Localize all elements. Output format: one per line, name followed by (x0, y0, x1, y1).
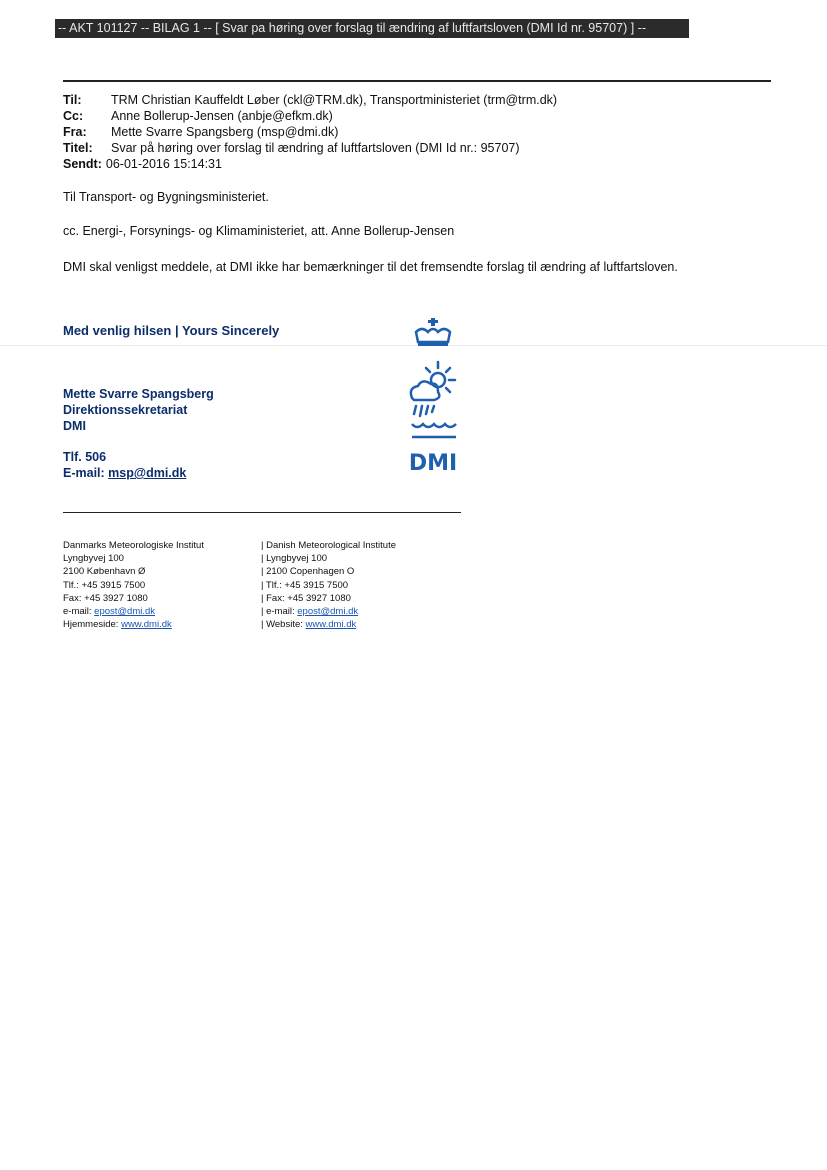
email-link[interactable]: msp@dmi.dk (108, 466, 187, 480)
header-sent (63, 156, 557, 172)
header-to (63, 92, 557, 108)
footer-da-street: Lyngbyvej 100 (63, 553, 124, 565)
footer-en-email-link[interactable]: epost@dmi.dk (297, 606, 359, 618)
document-banner: -- AKT 101127 -- BILAG 1 -- [ Svar pa høring over forslag til ændring af luftfartsloven (DMI Id nr. 95707) ] -- (55, 19, 689, 38)
sent-value: 06-01-2016 15:14:31 (105, 157, 222, 171)
footer-en-web-link[interactable]: www.dmi.dk (305, 619, 357, 631)
title-label: Titel: (63, 141, 93, 155)
footer-da-name: Danmarks Meteorologiske Institut (63, 540, 204, 551)
to-label: Til: (63, 93, 82, 107)
footer-en-city: | 2100 Copenhagen O (261, 566, 355, 578)
contact-block (63, 449, 186, 481)
footer-da-phone: Tlf.: +45 3915 7500 (63, 579, 146, 591)
signature-email (63, 465, 186, 481)
crown-icon (416, 318, 450, 346)
cc-label: Cc: (63, 109, 84, 123)
header-divider (63, 80, 771, 82)
footer-da-city: 2100 København Ø (63, 566, 146, 578)
cc-line: cc. Energi-, Forsynings- og Klimaministeriet, att. Anne Bollerup-Jensen (63, 224, 455, 238)
signature-department: Direktionssekretariat (63, 403, 188, 417)
footer-da-web-label: Hjemmeside: (63, 619, 119, 631)
footer-en-fax: | Fax: +45 3927 1080 (261, 592, 351, 604)
header-cc (63, 108, 557, 124)
footer-en-street: | Lyngbyvej 100 (261, 553, 328, 565)
header-title (63, 140, 557, 156)
footer-da-web-link[interactable]: www.dmi.dk (121, 619, 172, 631)
footer-en-email-label: | e-mail: (261, 606, 295, 618)
footer-en-web (261, 618, 396, 631)
footer-da-fax: Fax: +45 3927 1080 (63, 592, 148, 604)
title-value: Svar på høring over forslag til ændring af luftfartsloven (DMI Id nr.: 95707) (111, 141, 520, 155)
header-from (63, 124, 557, 140)
footer-english (261, 539, 396, 631)
to-value: TRM Christian Kauffeldt Løber (ckl@TRM.dk), Transportministeriet (trm@trm.dk) (111, 93, 558, 107)
footer-en-web-label: | Website: (261, 619, 303, 631)
footer-danish (63, 539, 204, 631)
sun-cloud-rain-icon (411, 362, 455, 416)
cc-value: Anne Bollerup-Jensen (anbje@efkm.dk) (111, 109, 333, 123)
sent-label: Sendt: (63, 157, 102, 171)
closing-line: Med venlig hilsen | Yours Sincerely (63, 323, 280, 338)
message-line: DMI skal venligst meddele, at DMI ikke har bemærkninger til det fremsendte forslag til ændring af luftfartsloven. (63, 260, 678, 274)
signature-org: DMI (63, 419, 86, 433)
signature-block (63, 386, 214, 434)
footer-da-email (63, 605, 204, 618)
footer-da-web (63, 618, 204, 631)
email-label: E-mail: (63, 466, 105, 480)
waves-icon (412, 424, 456, 437)
footer-en-phone: | Tlf.: +45 3915 7500 (261, 579, 349, 591)
signature-name: Mette Svarre Spangsberg (63, 387, 214, 401)
logo-text: DMI (408, 451, 458, 476)
footer-divider (63, 512, 461, 513)
footer-da-email-label: e-mail: (63, 606, 92, 618)
dmi-logo (398, 318, 468, 478)
footer-da-email-link[interactable]: epost@dmi.dk (94, 606, 156, 618)
footer-en-name: | Danish Meteorological Institute (261, 540, 397, 551)
from-value: Mette Svarre Spangsberg (msp@dmi.dk) (111, 125, 339, 139)
signature-phone: Tlf. 506 (63, 450, 107, 464)
email-headers (63, 92, 557, 172)
footer-en-email (261, 605, 396, 618)
greeting-line: Til Transport- og Bygningsministeriet. (63, 190, 269, 204)
from-label: Fra: (63, 125, 87, 139)
